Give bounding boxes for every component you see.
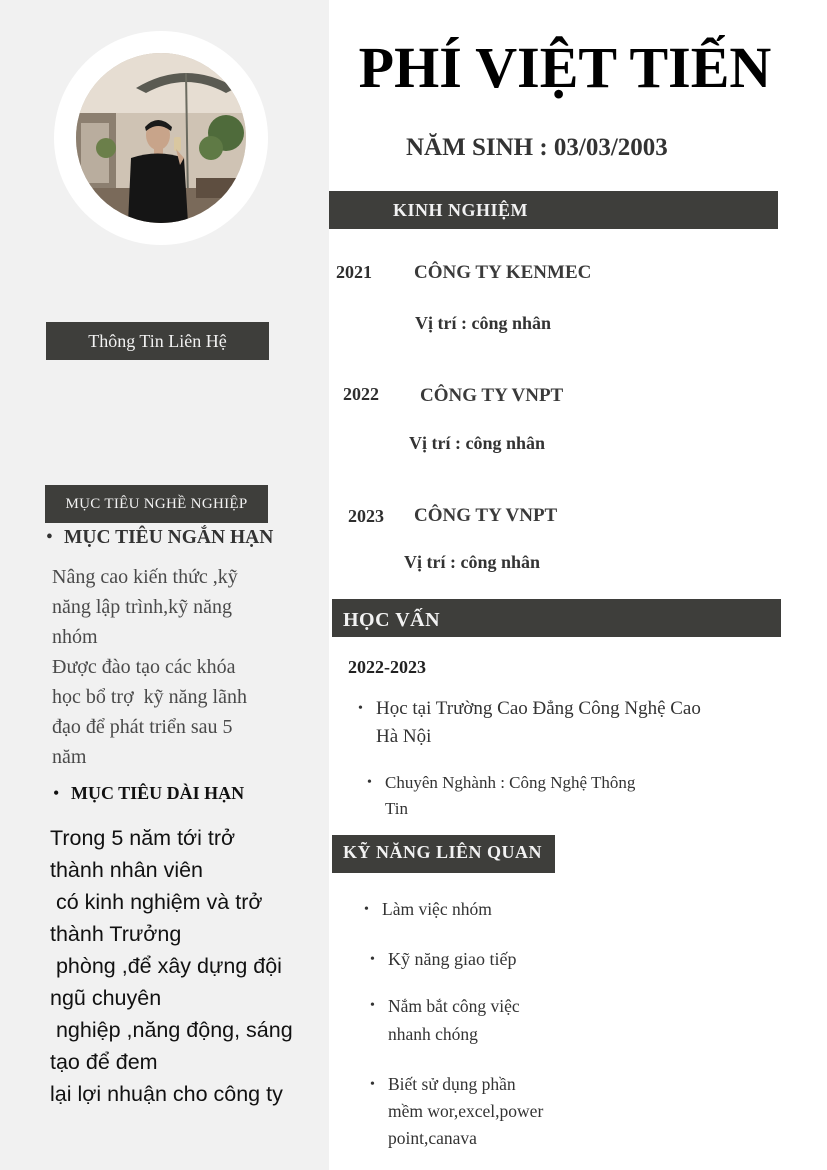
long-term-heading: • MỤC TIÊU DÀI HẠN [71,783,244,804]
long-term-text: Trong 5 năm tới trở thành nhân viên có kinh nghiệm và trở thành Trưởng phòng ,để xây dựng đội ngũ chuyên nghiệp ,năng động, sáng tạo để đem lại lợi nhuận cho công ty [50,826,293,1106]
experience-year: 2022 [343,384,379,404]
experience-year: 2023 [348,506,384,526]
avatar-photo [76,53,246,223]
skill-item: • Biết sử dụng phần mềm wor,excel,power point,canava [388,1071,543,1152]
experience-role: Vị trí : công nhân [409,433,546,453]
experience-year: 2021 [336,262,372,282]
skill-item: • Kỹ năng giao tiếp [388,946,516,973]
date-of-birth: NĂM SINH : 03/03/2003 [406,134,668,161]
education-heading: HỌC VẤN [332,599,781,637]
education-major: • Chuyên Nghành : Công Nghệ Thông Tin [385,770,635,822]
full-name: PHÍ VIỆT TIẾN [358,35,772,100]
experience-company: CÔNG TY KENMEC [414,262,592,283]
skill-item: • Nắm bắt công việc nhanh chóng [388,992,520,1048]
experience-role: Vị trí : công nhân [415,313,552,333]
experience-company: CÔNG TY VNPT [420,385,564,406]
short-term-text: Nâng cao kiến thức ,kỹ năng lập trình,kỹ năng nhóm Được đào tạo các khóa học bổ trợ kỹ năng lãnh đạo để phát triển sau 5 năm [52,566,247,768]
education-year: 2022-2023 [348,657,426,677]
sidebar [0,0,329,1170]
skills-heading: KỸ NĂNG LIÊN QUAN [332,835,555,873]
avatar [76,53,246,223]
experience-company: CÔNG TY VNPT [414,505,558,526]
career-goal-label: MỤC TIÊU NGHỀ NGHIỆP [45,485,268,523]
experience-heading: KINH NGHIỆM [329,191,778,229]
experience-role: Vị trí : công nhân [404,552,541,572]
short-term-heading: • MỤC TIÊU NGẮN HẠN [64,527,273,549]
education-school: • Học tại Trường Cao Đẳng Công Nghệ Cao Hà Nội [376,695,701,751]
skill-item: • Làm việc nhóm [382,896,492,923]
contact-info-label: Thông Tin Liên Hệ [46,322,269,360]
